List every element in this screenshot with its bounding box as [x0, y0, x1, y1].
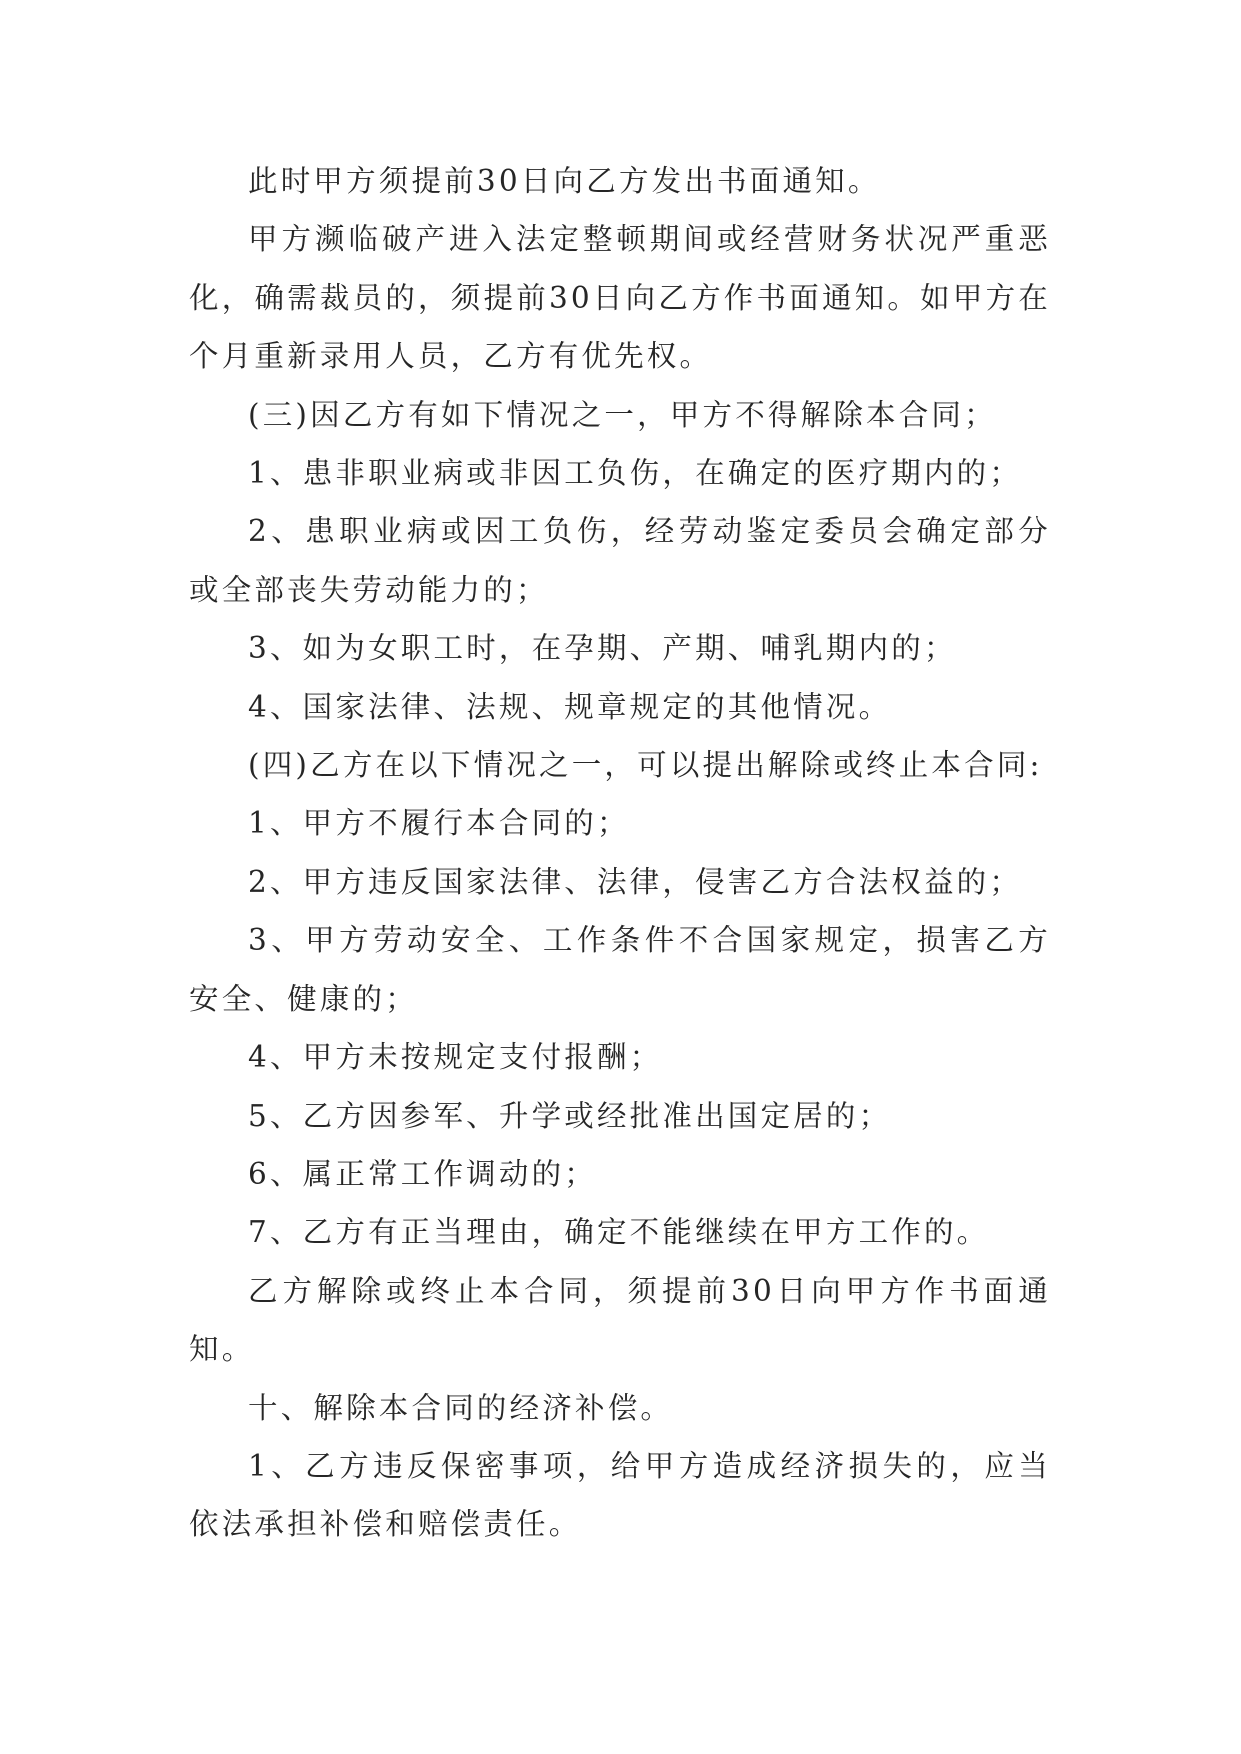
paragraph: 4、甲方未按规定支付报酬；: [248, 1040, 663, 1075]
paragraph: 此时甲方须提前30日向乙方发出书面通知。: [248, 164, 881, 198]
paragraph: 1、患非职业病或非因工负伤，在确定的医疗期内的；: [248, 456, 1023, 491]
paragraph: 乙方解除或终止本合同，须提前30日向甲方作书面通知。: [189, 1273, 1051, 1367]
document-body: [189, 152, 1051, 1554]
paragraph: 3、甲方劳动安全、工作条件不合国家规定，损害乙方安全、健康的；: [189, 923, 1051, 1016]
paragraph: (三)因乙方有如下情况之一，甲方不得解除本合同；: [248, 397, 997, 432]
paragraph: 1、乙方违反保密事项，给甲方造成经济损失的，应当依法承担补偿和赔偿责任。: [189, 1448, 1051, 1542]
paragraph: 6、属正常工作调动的；: [248, 1156, 597, 1191]
paragraph: 3、如为女职工时，在孕期、产期、哺乳期内的；: [248, 631, 957, 666]
paragraph: 十、解除本合同的经济补偿。: [248, 1390, 674, 1425]
paragraph: 5、乙方因参军、升学或经批准出国定居的；: [248, 1098, 892, 1133]
paragraph: 1、甲方不履行本合同的；: [248, 806, 630, 841]
paragraph: 甲方濒临破产进入法定整顿期间或经营财务状况严重恶化，确需裁员的，须提前30日向乙方作书面通知。如甲方在 个月重新录用人员，乙方有优先权。: [189, 222, 1051, 374]
paragraph: 4、国家法律、法规、规章规定的其他情况。: [248, 689, 892, 724]
paragraph: 7、乙方有正当理由，确定不能继续在甲方工作的。: [248, 1215, 990, 1250]
paragraph: 2、患职业病或因工负伤，经劳动鉴定委员会确定部分或全部丧失劳动能力的；: [189, 514, 1051, 607]
paragraph: (四)乙方在以下情况之一，可以提出解除或终止本合同:: [248, 748, 1043, 783]
paragraph: 2、甲方违反国家法律、法律，侵害乙方合法权益的；: [248, 864, 1023, 899]
